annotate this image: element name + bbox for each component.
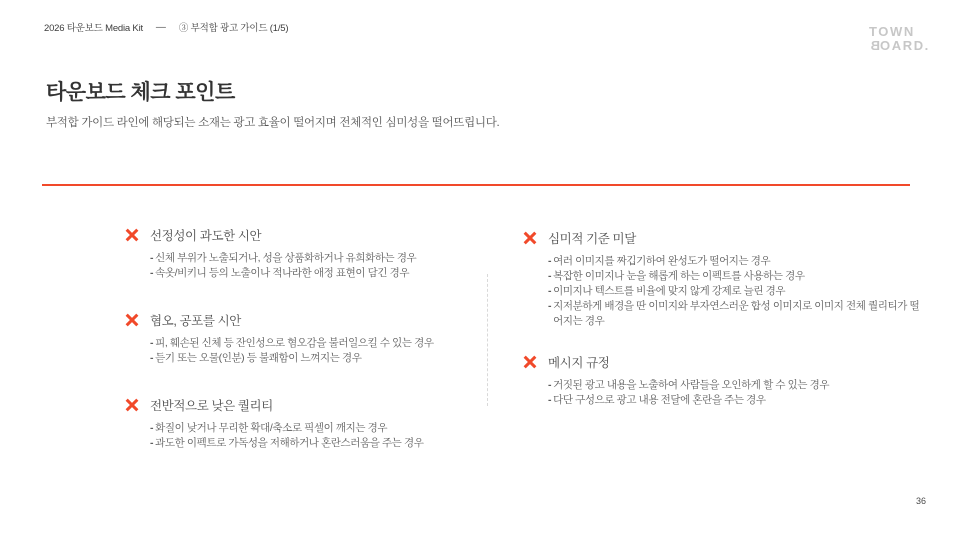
check-section-aesthetic-standard	[522, 229, 922, 329]
logo-flipped-b: B	[869, 38, 880, 53]
bullet-dash: -	[548, 379, 552, 391]
header-separator: —	[155, 21, 166, 33]
bullet-dash: -	[150, 267, 154, 279]
bullet-item: - 다단 구성으로 광고 내용 전달에 혼란을 주는 경우	[548, 394, 766, 406]
bullet-list	[124, 421, 476, 451]
bullet-dash: -	[150, 352, 154, 364]
deck-title: 2026 타운보드 Media Kit	[44, 23, 143, 34]
column-divider	[487, 274, 488, 406]
bullet-dash: -	[150, 337, 154, 349]
check-section-message-rules	[522, 353, 922, 408]
bullet-item: - 과도한 이펙트로 가독성을 저해하거나 혼란스러움을 주는 경우	[150, 437, 424, 449]
section-heading: 혐오, 공포를 시안	[150, 314, 241, 328]
bullet-item: - 듣기 또는 오물(인분) 등 불쾌함이 느껴지는 경우	[150, 352, 362, 364]
bullet-item: - 신체 부위가 노출되거나, 성을 상품화하거나 유희화하는 경우	[150, 252, 417, 264]
check-section-sexual-content	[124, 226, 476, 281]
bullet-dash: -	[548, 300, 552, 312]
bullet-item: - 이미지나 텍스트를 비율에 맞지 않게 강제로 늘린 경우	[548, 285, 786, 297]
section-header	[124, 396, 476, 414]
column-right	[522, 229, 922, 432]
section-heading: 전반적으로 낮은 퀄리티	[150, 399, 273, 413]
bullet-dash: -	[548, 255, 552, 267]
townboard-logo	[869, 25, 930, 53]
section-header	[124, 311, 476, 329]
section-heading: 메시지 규정	[548, 356, 610, 370]
logo-line1: TOWN	[869, 24, 915, 39]
bullet-list	[522, 254, 922, 329]
bullet-item: - 속옷/비키니 등의 노출이나 적나라한 애정 표현이 담긴 경우	[150, 267, 410, 279]
bullet-item: - 거짓된 광고 내용을 노출하여 사람들을 오인하게 할 수 있는 경우	[548, 379, 830, 391]
bullet-list	[124, 251, 476, 281]
bullet-dash: -	[150, 252, 154, 264]
bullet-dash: -	[150, 437, 154, 449]
header	[44, 20, 288, 34]
section-heading: 심미적 기준 미달	[548, 232, 636, 246]
x-mark-icon	[522, 354, 538, 370]
bullet-item: - 화질이 낮거나 무리한 확대/축소로 픽셀이 깨지는 경우	[150, 422, 388, 434]
section-heading: 선정성이 과도한 시안	[150, 229, 262, 243]
bullet-item: - 여러 이미지를 짜깁기하여 완성도가 떨어지는 경우	[548, 255, 771, 267]
bullet-dash: -	[548, 285, 552, 297]
bullet-item: - 지저분하게 배경을 딴 이미지와 부자연스러운 합성 이미지로 이미지 전체 퀄리티가 떨어지는 경우	[548, 300, 920, 327]
bullet-item: - 복잡한 이미지나 눈을 해롭게 하는 이펙트를 사용하는 경우	[548, 270, 805, 282]
divider-rule	[42, 184, 910, 186]
section-header	[124, 226, 476, 244]
section-header	[522, 353, 922, 371]
bullet-dash: -	[548, 270, 552, 282]
column-left	[124, 226, 476, 481]
x-mark-icon	[124, 397, 140, 413]
bullet-item: - 피, 훼손된 신체 등 잔인성으로 혐오감을 불러일으킬 수 있는 경우	[150, 337, 434, 349]
bullet-list	[124, 336, 476, 366]
page-subtitle: 부적합 가이드 라인에 해당되는 소재는 광고 효율이 떨어지며 전체적인 심미성을 떨어뜨립니다.	[46, 117, 500, 129]
x-mark-icon	[124, 312, 140, 328]
logo-line2: BOARD.	[869, 38, 930, 53]
page-number: 36	[915, 496, 926, 506]
x-mark-icon	[124, 227, 140, 243]
x-mark-icon	[522, 230, 538, 246]
bullet-dash: -	[150, 422, 154, 434]
check-section-low-quality	[124, 396, 476, 451]
section-header	[522, 229, 922, 247]
bullet-dash: -	[548, 394, 552, 406]
page-title: 타운보드 체크 포인트	[46, 81, 235, 104]
bullet-list	[522, 378, 922, 408]
section-label: ③ 부적합 광고 가이드 (1/5)	[178, 23, 289, 34]
check-section-disgust-fear	[124, 311, 476, 366]
